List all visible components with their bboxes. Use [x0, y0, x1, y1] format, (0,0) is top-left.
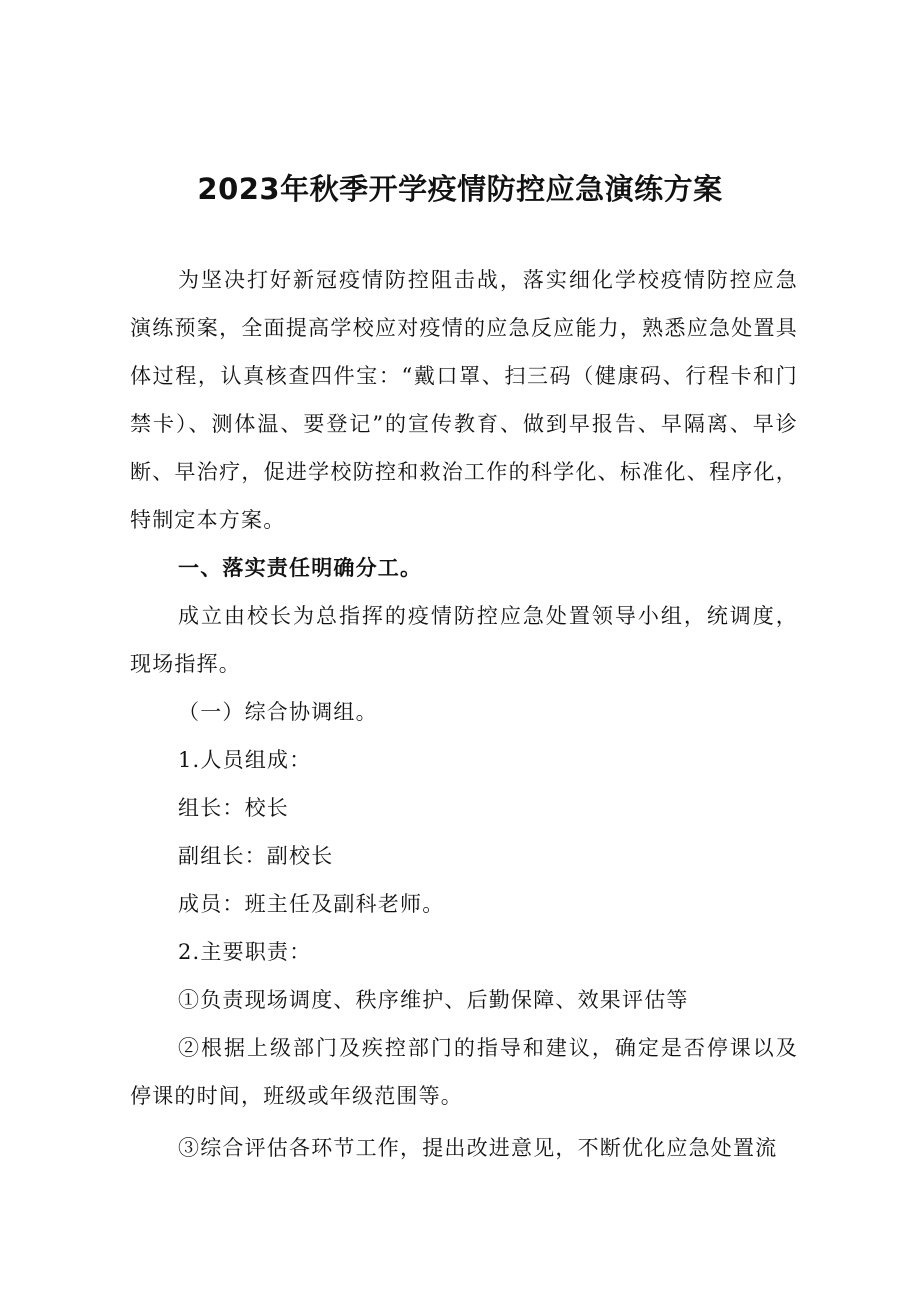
- duty-1: ①负责现场调度、秩序维护、后勤保障、效果评估等: [178, 988, 689, 1012]
- section-1-paragraph: 成立由校长为总指挥的疫情防控应急处置领导小组，统调度，现场指挥。: [130, 604, 798, 676]
- item-1-label: 1.人员组成：: [178, 748, 312, 772]
- group-1-heading: （一）综合协调组。: [178, 700, 378, 724]
- item-2-label: 2.主要职责：: [178, 940, 312, 964]
- duty-3: ③综合评估各环节工作，提出改进意见，不断优化应急处置流: [178, 1136, 778, 1160]
- section-1-heading: 一、落实责任明确分工。: [178, 556, 423, 580]
- document-body: [130, 256, 798, 1172]
- document-title: 2023年秋季开学疫情防控应急演练方案: [197, 172, 723, 206]
- deputy-leader-line: 副组长：副校长: [178, 844, 334, 868]
- intro-paragraph: 为坚决打好新冠疫情防控阻击战，落实细化学校疫情防控应急演练预案，全面提高学校应对疫情的应急反应能力，熟悉应急处置具体过程，认真核查四件宝：“戴口罩、扫三码（健康码、行程卡和门禁卡）、测体温、要登记”的宣传教育、做到早报告、早隔离、早诊断、早治疗，促进学校防控和救治工作的科学化、标准化、程序化，特制定本方案。: [130, 268, 798, 532]
- leader-line: 组长：校长: [178, 796, 289, 820]
- duty-2: ②根据上级部门及疾控部门的指导和建议，确定是否停课以及停课的时间，班级或年级范围等。: [130, 1036, 798, 1108]
- members-line: 成员：班主任及副科老师。: [178, 892, 445, 916]
